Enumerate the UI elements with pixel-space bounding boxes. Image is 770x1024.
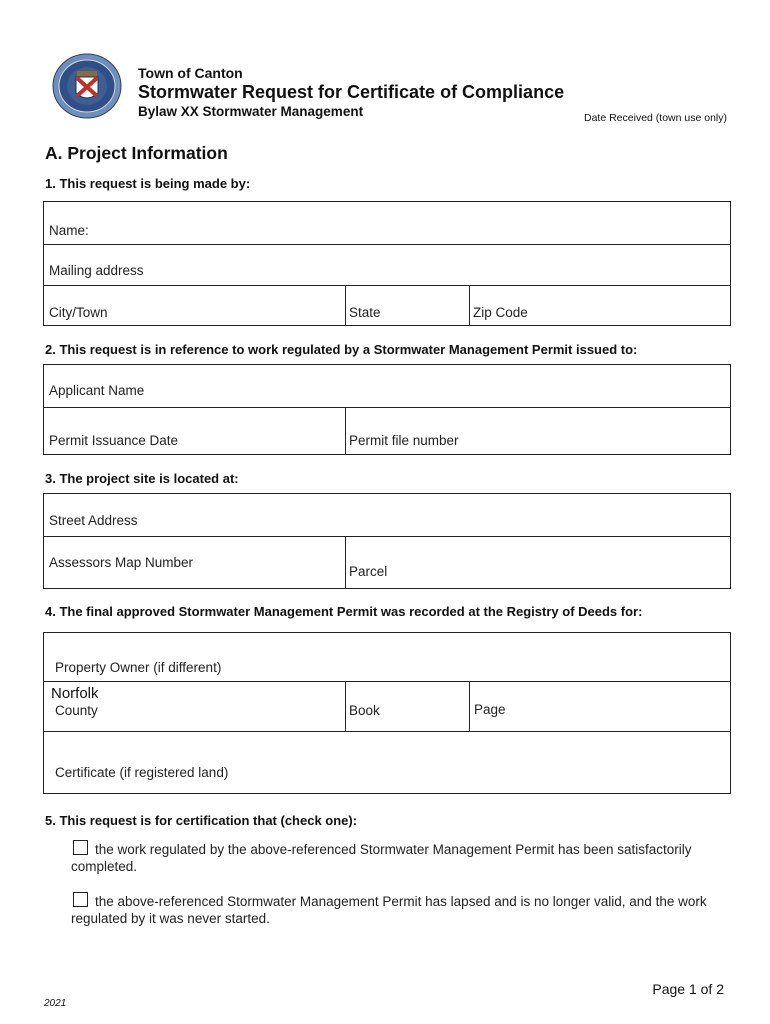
bylaw-subtitle: Bylaw XX Stormwater Management xyxy=(138,104,364,119)
name-field[interactable]: Name: xyxy=(49,223,89,238)
state-field[interactable]: State xyxy=(349,305,381,320)
question-2-label: 2. This request is in reference to work regulated by a Stormwater Management Permit issued to: xyxy=(45,342,638,357)
applicant-name-field[interactable]: Applicant Name xyxy=(49,383,145,398)
parcel-field[interactable]: Parcel xyxy=(349,564,388,579)
question-5-label: 5. This request is for certification that (check one): xyxy=(45,813,358,828)
page-field[interactable]: Page xyxy=(474,702,506,717)
permit-file-number-field[interactable]: Permit file number xyxy=(349,433,459,448)
option-lapsed-checkbox[interactable] xyxy=(73,892,88,907)
city-town-field[interactable]: City/Town xyxy=(49,305,108,320)
option-lapsed-line1: the above-referenced Stormwater Management Permit has lapsed and is no longer valid, and the work xyxy=(95,894,707,909)
question-4-label: 4. The final approved Stormwater Management Permit was recorded at the Registry of Deeds for: xyxy=(45,604,643,619)
permit-box xyxy=(43,364,731,455)
town-seal-logo xyxy=(52,53,122,119)
form-title: Stormwater Request for Certificate of Compliance xyxy=(138,82,565,102)
certificate-field[interactable]: Certificate (if registered land) xyxy=(55,765,229,780)
town-name: Town of Canton xyxy=(138,65,243,81)
site-location-box xyxy=(43,493,731,589)
page-number: Page 1 of 2 xyxy=(652,981,724,997)
permit-issuance-date-field[interactable]: Permit Issuance Date xyxy=(49,433,179,448)
mailing-address-field[interactable]: Mailing address xyxy=(49,263,144,278)
assessors-map-number-field[interactable]: Assessors Map Number xyxy=(49,555,194,570)
property-owner-field[interactable]: Property Owner (if different) xyxy=(55,660,222,675)
question-3-label: 3. The project site is located at: xyxy=(45,471,239,486)
book-field[interactable]: Book xyxy=(349,703,380,718)
zip-code-field[interactable]: Zip Code xyxy=(473,305,528,320)
date-received-label: Date Received (town use only) xyxy=(584,112,727,124)
registry-box xyxy=(43,632,731,794)
section-a-heading: A. Project Information xyxy=(45,143,228,163)
question-1-label: 1. This request is being made by: xyxy=(45,176,251,191)
option-completed-line1: the work regulated by the above-referenced Stormwater Management Permit has been satisfactorily xyxy=(95,842,692,857)
option-lapsed-line2: regulated by it was never started. xyxy=(71,911,270,926)
requester-box xyxy=(43,201,731,326)
street-address-field[interactable]: Street Address xyxy=(49,513,138,528)
option-completed-line2: completed. xyxy=(71,859,138,874)
county-label: County xyxy=(55,703,98,718)
county-value[interactable]: Norfolk xyxy=(51,685,99,702)
option-completed-checkbox[interactable] xyxy=(73,840,88,855)
form-year: 2021 xyxy=(44,998,67,1009)
